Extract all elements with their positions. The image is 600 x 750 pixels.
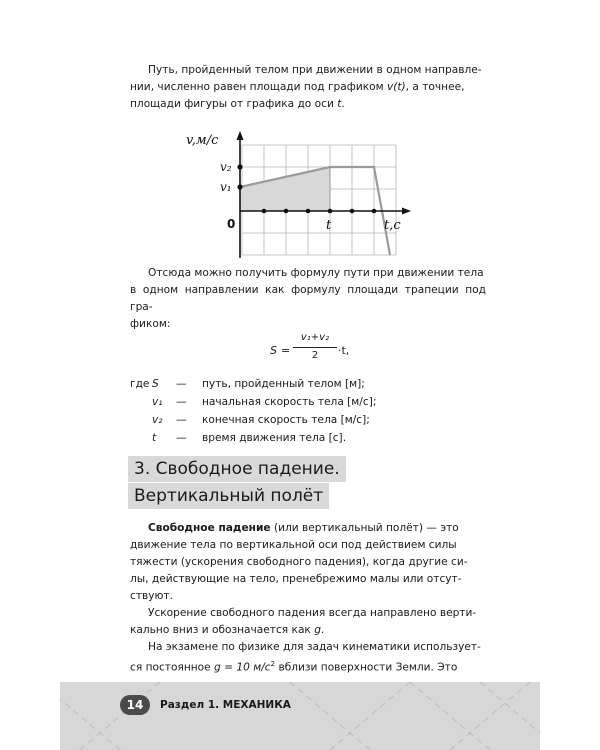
formula-denominator: 2 bbox=[311, 350, 319, 361]
section-title-line1: 3. Свободное падение. bbox=[128, 456, 346, 482]
path-formula bbox=[270, 330, 380, 370]
section-title-line2: Вертикальный полёт bbox=[128, 483, 329, 509]
paragraph-exam-g-value: На экзамене по физике для задач кинематики использует- ся постоянное g = 10 $м/с^2$ вблизи поверхности Земли. Это bbox=[130, 641, 481, 674]
velocity-time-graph bbox=[180, 128, 420, 263]
chapter-label: Раздел 1. МЕХАНИКА bbox=[160, 699, 291, 711]
y-axis-arrow-icon bbox=[237, 131, 244, 140]
fraction-bar bbox=[293, 347, 337, 348]
formula-tail: ·t, bbox=[338, 344, 350, 357]
v1-label: v₁ bbox=[220, 180, 232, 194]
origin-label: 0 bbox=[227, 217, 236, 231]
footer-pattern bbox=[60, 682, 540, 750]
area-under-graph bbox=[240, 167, 330, 211]
y-axis-label: v,м/с bbox=[186, 133, 219, 148]
paragraph-formula-intro: Отсюда можно получить формулу пути при движении тела в одном направлении как формулу площади трапеции под гра- фиком: bbox=[130, 267, 486, 330]
v2-label: v₂ bbox=[220, 160, 232, 174]
x-axis-arrow-icon bbox=[402, 208, 411, 215]
formula-numerator: v₁+v₂ bbox=[300, 332, 330, 343]
paragraph-path-area: Путь, пройденный телом при движении в одном направле- нии, численно равен площади под графиком v(t), а точнее, площади фигуры от графика до оси t. bbox=[130, 64, 482, 110]
t-tick-label: t bbox=[326, 218, 332, 233]
section-heading bbox=[128, 456, 346, 509]
x-axis-label: t,с bbox=[384, 218, 401, 233]
paragraph-acceleration-direction: Ускорение свободного падения всегда направлено верти- кально вниз и обозначается как g. bbox=[130, 607, 477, 636]
page-number: 14 bbox=[120, 695, 150, 715]
formula-eq: = bbox=[281, 344, 291, 357]
paragraph-free-fall-definition: Свободное падение (или вертикальный полёт) — это движение тела по вертикальной оси под действием силы тяжести (ускорения свободного падения), когда другие си- лы, действующие на тело, пренебрежимо малы или отсут- ствуют. bbox=[130, 522, 468, 602]
page-footer bbox=[60, 682, 540, 750]
formula-lhs: S bbox=[270, 344, 277, 357]
